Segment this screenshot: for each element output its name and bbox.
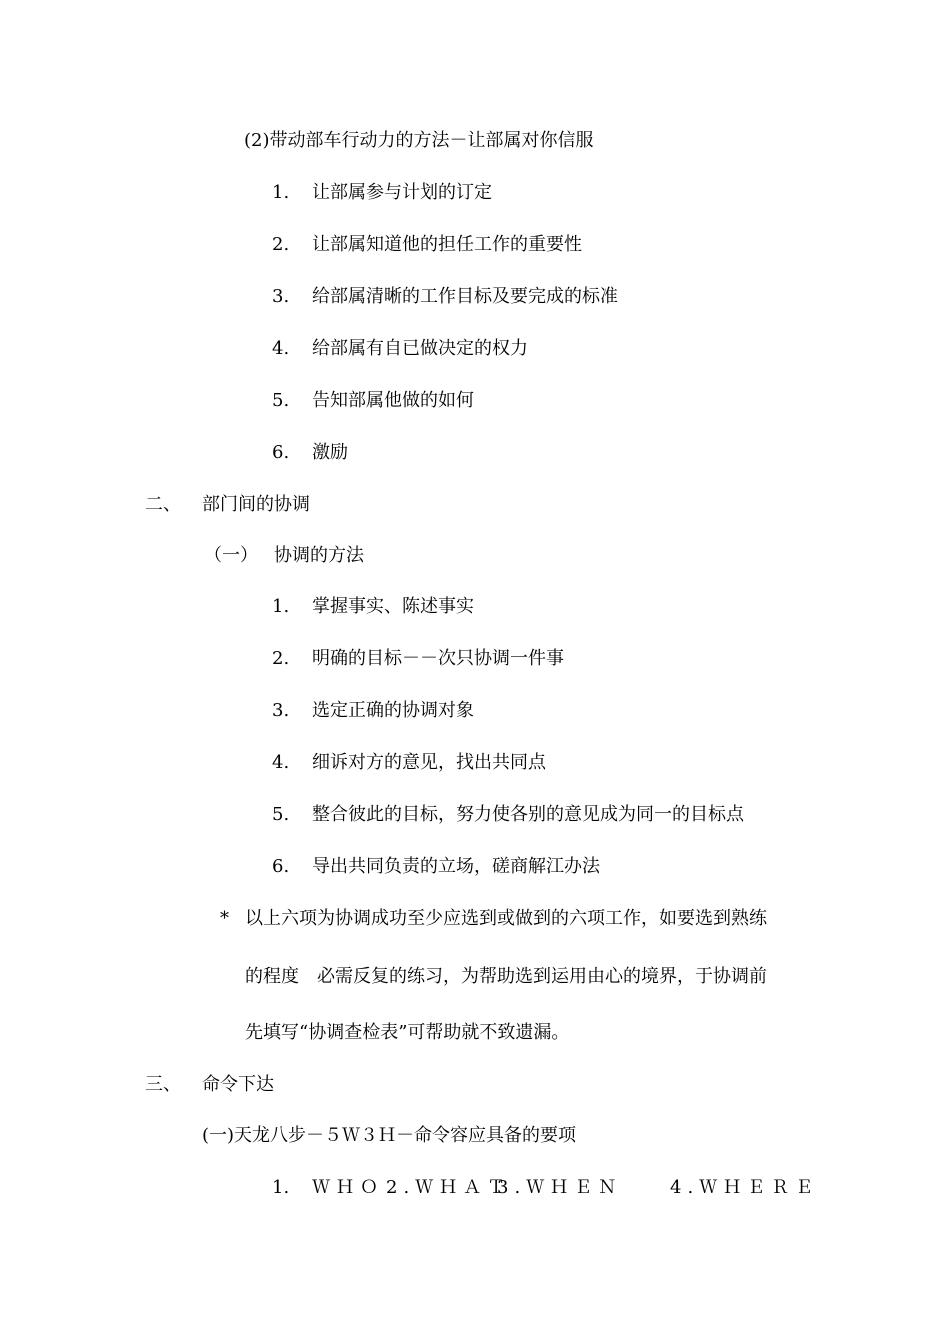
list-item-number: 1. (272, 1177, 290, 1198)
list-item-number: 5. (272, 804, 290, 825)
w-item-where: 4.ＷＨＥＲＥ (670, 1177, 820, 1198)
list-item-text: 给部属清晰的工作目标及要完成的标准 (312, 286, 618, 307)
w-item-when: 3.ＷＨＥＮ (497, 1177, 623, 1198)
list-item-text: 细诉对方的意见，找出共同点 (312, 752, 546, 773)
note-line: 的程度 必需反复的练习，为帮助选到运用由心的境界，于协调前 (245, 966, 767, 987)
list-item-text: 选定正确的协调对象 (312, 700, 474, 721)
list-item-text: 给部属有自已做决定的权力 (312, 338, 528, 359)
subsection-number: （一） (204, 545, 258, 566)
list-item-number: 6. (272, 856, 290, 877)
list-item-number: 4. (272, 338, 290, 359)
list-item-number: 6. (272, 442, 290, 463)
w-item-what: 2.ＷＨＡＴ (386, 1177, 512, 1198)
list-item-number: 1. (272, 596, 290, 617)
list-item-text: 掌握事实、陈述事实 (312, 596, 474, 617)
section-number: 二、 (145, 494, 181, 515)
subsection-title: 协调的方法 (274, 545, 364, 566)
note-asterisk: * (220, 908, 229, 929)
list-item-number: 4. (272, 752, 290, 773)
list-item-number: 3. (272, 700, 290, 721)
list-item-text: 激励 (312, 442, 348, 463)
list-item-text: 让部属知道他的担任工作的重要性 (312, 234, 582, 255)
list-item-text: 告知部属他做的如何 (312, 390, 474, 411)
subheading-5w3h: (一)天龙八步－５Ｗ３Ｈ－命令容应具备的要项 (202, 1125, 577, 1146)
list-item-text: 导出共同负责的立场，磋商解江办法 (312, 856, 600, 877)
section-number: 三、 (145, 1074, 181, 1095)
subheading-motivation-method: (2)带动部车行动力的方法－让部属对你信服 (244, 130, 594, 151)
w-item-who: ＷＨＯ (312, 1177, 384, 1198)
note-line: 先填写“协调查检表”可帮助就不致遗漏。 (245, 1022, 570, 1043)
list-item-text: 整合彼此的目标，努力使各别的意见成为同一的目标点 (312, 804, 744, 825)
list-item-number: 1. (272, 182, 290, 203)
note-line: 以上六项为协调成功至少应选到或做到的六项工作，如要选到熟练 (245, 908, 767, 929)
list-item-number: 5. (272, 390, 290, 411)
list-item-number: 2. (272, 648, 290, 669)
list-item-text: 让部属参与计划的订定 (312, 182, 492, 203)
list-item-number: 2. (272, 234, 290, 255)
section-title: 部门间的协调 (202, 494, 310, 515)
list-item-text: 明确的目标－－次只协调一件事 (312, 648, 564, 669)
list-item-number: 3. (272, 286, 290, 307)
section-title: 命令下达 (202, 1074, 274, 1095)
